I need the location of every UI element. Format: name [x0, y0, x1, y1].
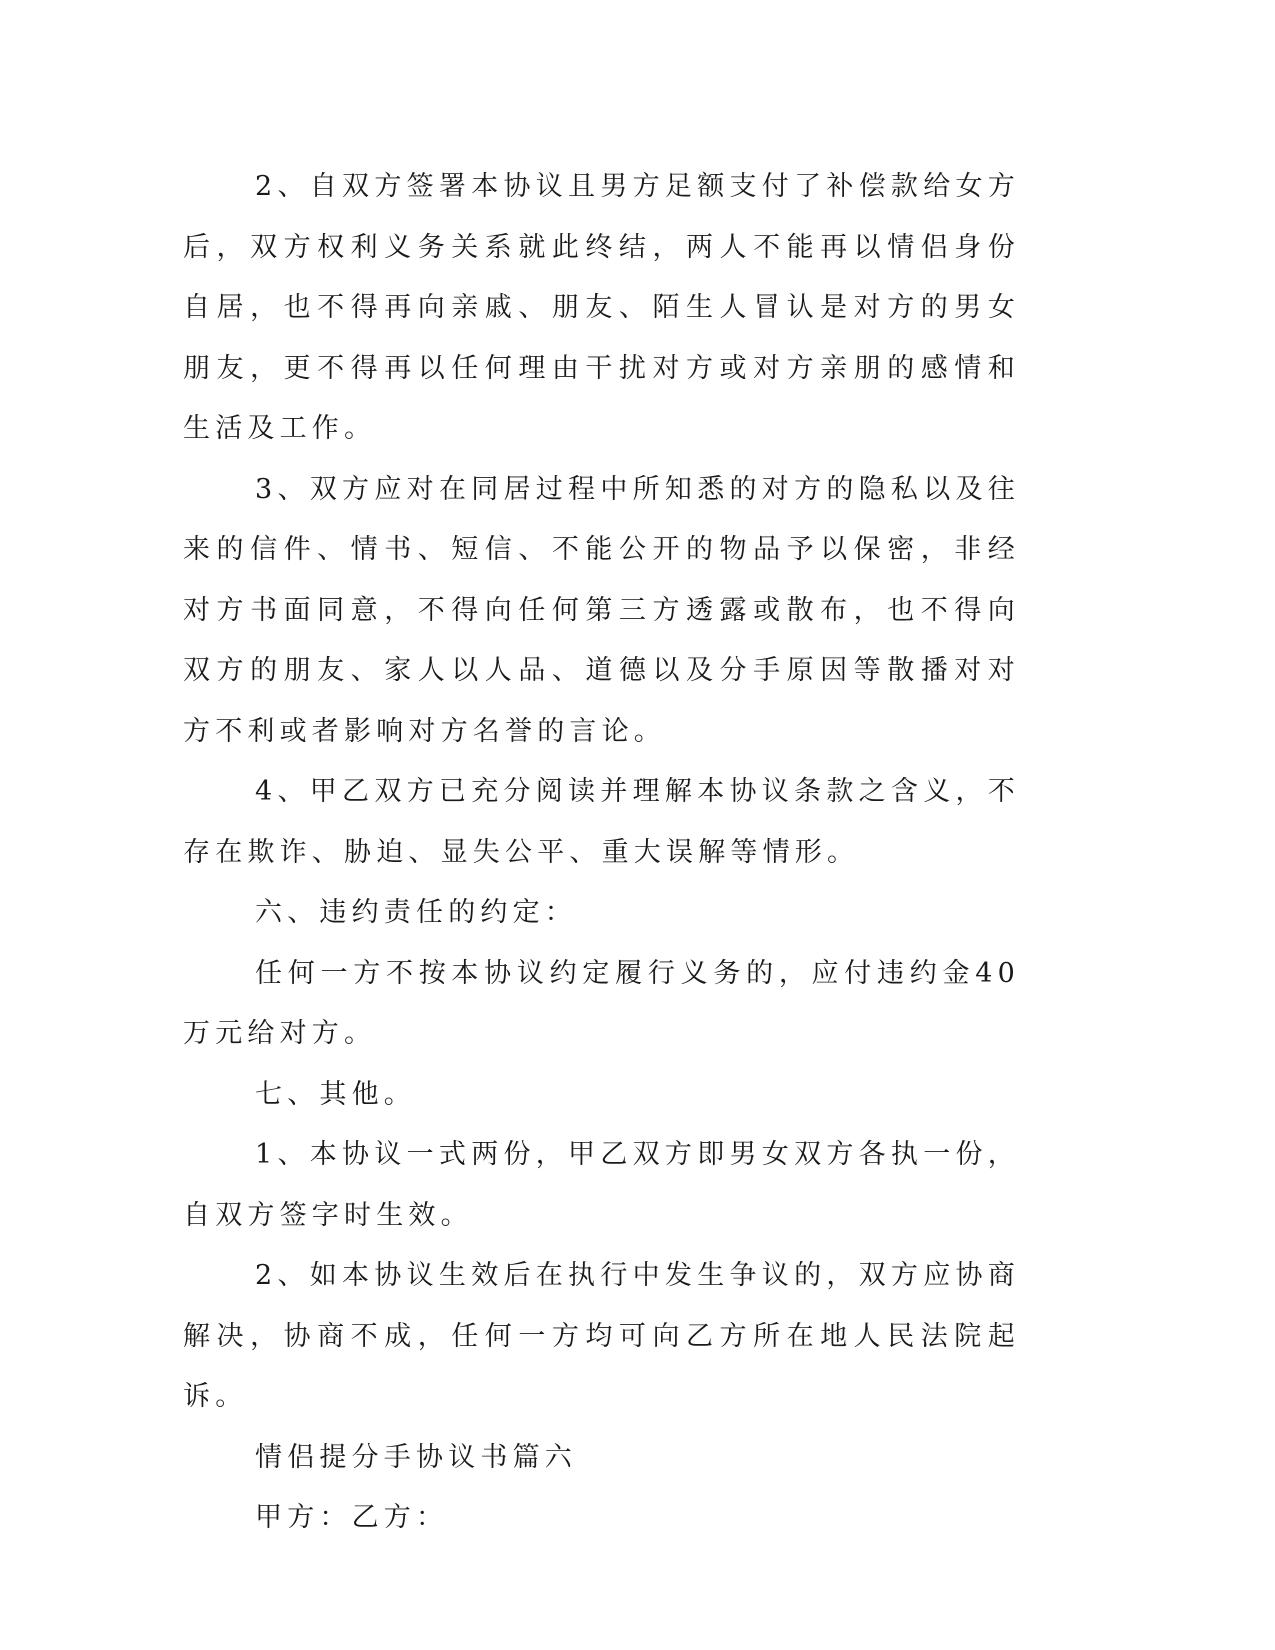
clause-7-2-paragraph: 2、如本协议生效后在执行中发生争议的，双方应协商解决，协商不成，任何一方均可向乙方所在地人民法院起诉。	[183, 1260, 1020, 1412]
section-7-heading: 七、其他。	[255, 1078, 416, 1110]
clause-5-3-paragraph: 3、双方应对在同居过程中所知悉的对方的隐私以及往来的信件、情书、短信、不能公开的物品予以保密，非经对方书面同意，不得向任何第三方透露或散布，也不得向双方的朋友、家人以人品、道德以及分手原因等散播对对方不利或者影响对方名誉的言论。	[183, 473, 1020, 747]
parties-line: 甲方：乙方：	[255, 1502, 449, 1533]
clause-5-4-paragraph: 4、甲乙双方已充分阅读并理解本协议条款之含义，不存在欺诈、胁迫、显失公平、重大误解等情形。	[183, 776, 1020, 868]
article-6-title: 情侣提分手协议书篇六	[255, 1441, 577, 1473]
penalty-paragraph: 任何一方不按本协议约定履行义务的，应付违约金40万元给对方。	[183, 957, 1020, 1049]
clause-7-1-paragraph: 1、本协议一式两份，甲乙双方即男女双方各执一份，自双方签字时生效。	[183, 1139, 1020, 1231]
clause-5-2-paragraph: 2、自双方签署本协议且男方足额支付了补偿款给女方后，双方权利义务关系就此终结，两人不能再以情侣身份自居，也不得再向亲戚、朋友、陌生人冒认是对方的男女朋友，更不得再以任何理由干扰对方或对方亲朋的感情和生活及工作。	[183, 171, 1020, 444]
document-body	[183, 157, 1020, 1549]
section-6-heading: 六、违约责任的约定：	[255, 897, 577, 928]
